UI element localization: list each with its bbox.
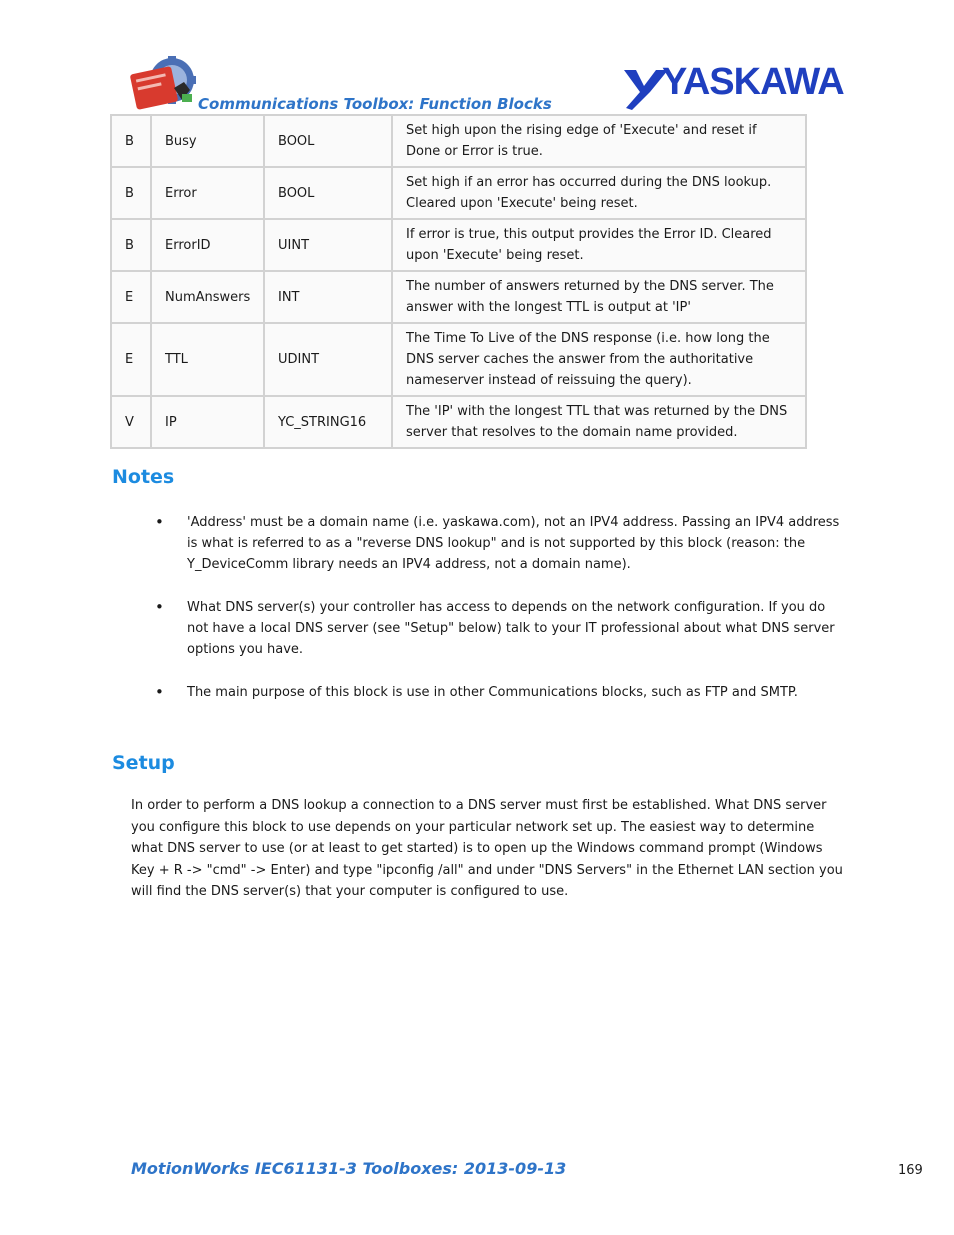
- data-type-cell: INT: [264, 271, 392, 323]
- data-type-cell: BOOL: [264, 167, 392, 219]
- io-type-cell: E: [111, 323, 151, 396]
- description-cell: Set high upon the rising edge of 'Execute' and reset if Done or Error is true.: [392, 115, 806, 167]
- note-text: What DNS server(s) your controller has access to depends on the network configuration. If you do not have a local DNS server (see "Setup" below) talk to your IT professional about what DNS server options you have.: [187, 600, 835, 657]
- bullet-icon: •: [155, 598, 164, 616]
- list-item: [155, 512, 845, 575]
- io-type-cell: B: [111, 219, 151, 271]
- description-cell: The 'IP' with the longest TTL that was returned by the DNS server that resolves to the domain name provided.: [392, 396, 806, 448]
- parameter-name-cell: Error: [151, 167, 264, 219]
- parameter-name-cell: ErrorID: [151, 219, 264, 271]
- table-row: [111, 115, 806, 167]
- description-cell: The Time To Live of the DNS response (i.e. how long the DNS server caches the answer from the authoritative nameserver instead of reissuing the query).: [392, 323, 806, 396]
- list-item: [155, 597, 845, 660]
- note-text: The main purpose of this block is use in other Communications blocks, such as FTP and SMTP.: [187, 685, 798, 700]
- setup-heading: Setup: [112, 752, 175, 774]
- note-text: 'Address' must be a domain name (i.e. yaskawa.com), not an IPV4 address. Passing an IPV4 address is what is referred to as a "reverse DNS lookup" and is not supported by this block (reason: the Y_DeviceComm library needs an IPV4 address, not a domain name).: [187, 515, 840, 572]
- data-type-cell: BOOL: [264, 115, 392, 167]
- toolbox-logo-icon: [130, 56, 200, 112]
- parameter-name-cell: TTL: [151, 323, 264, 396]
- parameter-name-cell: Busy: [151, 115, 264, 167]
- parameter-name-cell: IP: [151, 396, 264, 448]
- page-number: 169: [898, 1163, 923, 1178]
- table-row: [111, 219, 806, 271]
- io-type-cell: E: [111, 271, 151, 323]
- list-item: [155, 682, 845, 703]
- bullet-icon: •: [155, 683, 164, 701]
- table-row: [111, 396, 806, 448]
- brand-wordmark: YASKAWA: [662, 61, 844, 103]
- notes-heading: Notes: [112, 466, 175, 488]
- io-type-cell: B: [111, 167, 151, 219]
- bullet-icon: •: [155, 513, 164, 531]
- setup-paragraph: In order to perform a DNS lookup a connection to a DNS server must first be established. What DNS server you configure this block to use depends on your particular network set up. The easiest way to determine what DNS server to use (or at least to get started) is to open up the Windows command prompt (Windows Key + R -> "cmd" -> Enter) and type "ipconfig /all" and under "DNS Servers" in the Ethernet LAN section you will find the DNS server(s) that your computer is configured to use.: [131, 798, 843, 899]
- table-row: [111, 271, 806, 323]
- notes-list: [155, 512, 845, 725]
- parameter-name-cell: NumAnswers: [151, 271, 264, 323]
- data-type-cell: UINT: [264, 219, 392, 271]
- io-type-cell: B: [111, 115, 151, 167]
- header-title: Communications Toolbox: Function Blocks: [198, 95, 552, 113]
- data-type-cell: YC_STRING16: [264, 396, 392, 448]
- description-cell: The number of answers returned by the DNS server. The answer with the longest TTL is output at 'IP': [392, 271, 806, 323]
- io-type-cell: V: [111, 396, 151, 448]
- table-row: [111, 167, 806, 219]
- parameter-table: [110, 114, 807, 449]
- data-type-cell: UDINT: [264, 323, 392, 396]
- footer-title: MotionWorks IEC61131-3 Toolboxes: 2013-09-13: [131, 1159, 567, 1178]
- description-cell: Set high if an error has occurred during the DNS lookup. Cleared upon 'Execute' being reset.: [392, 167, 806, 219]
- table-row: [111, 323, 806, 396]
- description-cell: If error is true, this output provides the Error ID. Cleared upon 'Execute' being reset.: [392, 219, 806, 271]
